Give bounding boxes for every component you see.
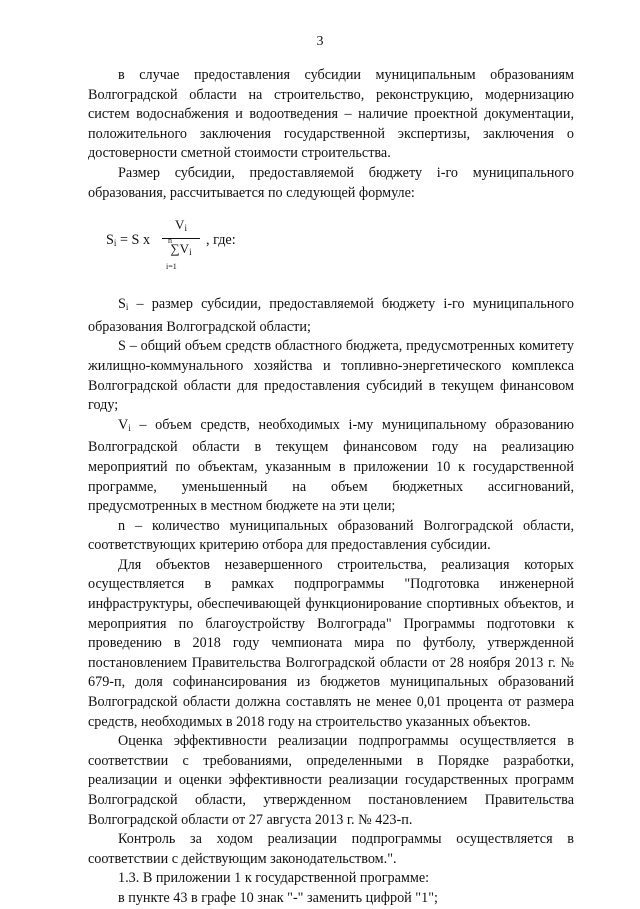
definition-v-i: $V_i$ – объем средств, необходимых i-му муниципальному образованию Волгоградской области в текущем финансовом году на реализацию мероприятий по объектам, указанным в приложении 10 к государственной программе, уменьшенный на объем бюджетных ассигнований, предусмотренных в местном бюджете на эти цели; [88,416,574,515]
subsidy-formula [88,217,574,287]
page-number: 3 [316,34,324,49]
document-body [88,66,574,909]
paragraph-formula-intro: Размер субсидии, предоставляемой бюджету i-го муниципального образования, рассчитывается по следующей формуле: [88,164,574,201]
paragraph-item-43: в пункте 43 в графе 10 знак "-" заменить цифрой "1"; [118,889,438,906]
sum-upper-limit: n [168,236,172,246]
paragraph-appendix-1: 1.3. В приложении 1 к государственной программе: [118,870,430,887]
paragraph-unfinished-construction: Для объектов незавершенного строительства, реализация которых осуществляется в рамках подпрограммы "Подготовка инженерной инфраструктуры, обеспечивающей функционирование спортивных объектов, и мероприятия по благоустройству Волгограда" Программы подготовки к проведению в 2018 году чемпионата мира по футболу, утвержденной постановлением Правительства Волгоградской области от 28 ноября 2013 г. № 679-п, доля софинансирования из бюджетов муниципальных образований Волгоградской области должна составлять не менее 0,01 процента от размера средств, необходимых в 2018 году на строительство указанных объектов. [88,556,574,730]
definition-s-i: $S_i$ – размер субсидии, предоставляемой бюджету i-го муниципального образования Волгоградской области; [88,296,574,335]
paragraph-subsidy-condition: в случае предоставления субсидии муниципальным образованиям Волгоградской области на строительство, реконструкцию, модернизацию систем водоснабжения и водоотведения – наличие проектной документации, положительного заключения государственной экспертизы, заключения о достоверности сметной стоимости строительства. [88,67,574,162]
formula-numerator: $V_i$ [175,217,187,234]
formula-tail: , где: [206,232,236,249]
definition-n: n – количество муниципальных образований Волгоградской области, соответствующих критерию отбора для предоставления субсидии. [88,517,574,554]
formula-lhs: $S_i = S$ х [106,232,151,249]
formula-denominator: n $\sum V_i$ i=1 [166,236,192,272]
definition-s: S – общий объем средств областного бюджета, предусмотренных комитету жилищно-коммунального хозяйства и топливно-энергетического комплекса Волгоградской области для предоставления субсидий в текущем финансовом году; [88,338,574,414]
formula-fraction [162,217,200,272]
paragraph-efficiency-assessment: Оценка эффективности реализации подпрограммы осуществляется в соответствии с требованиями, определенными в Порядке разработки, реализации и оценки эффективности реализации государственных программ Волгоградской области, утвержденном постановлением Правительства Волгоградской области от 27 августа 2013 г. № 423-п. [88,733,574,828]
sum-lower-limit: i=1 [166,262,177,272]
paragraph-control: Контроль за ходом реализации подпрограммы осуществляется в соответствии с действующим законодательством.". [88,831,574,867]
